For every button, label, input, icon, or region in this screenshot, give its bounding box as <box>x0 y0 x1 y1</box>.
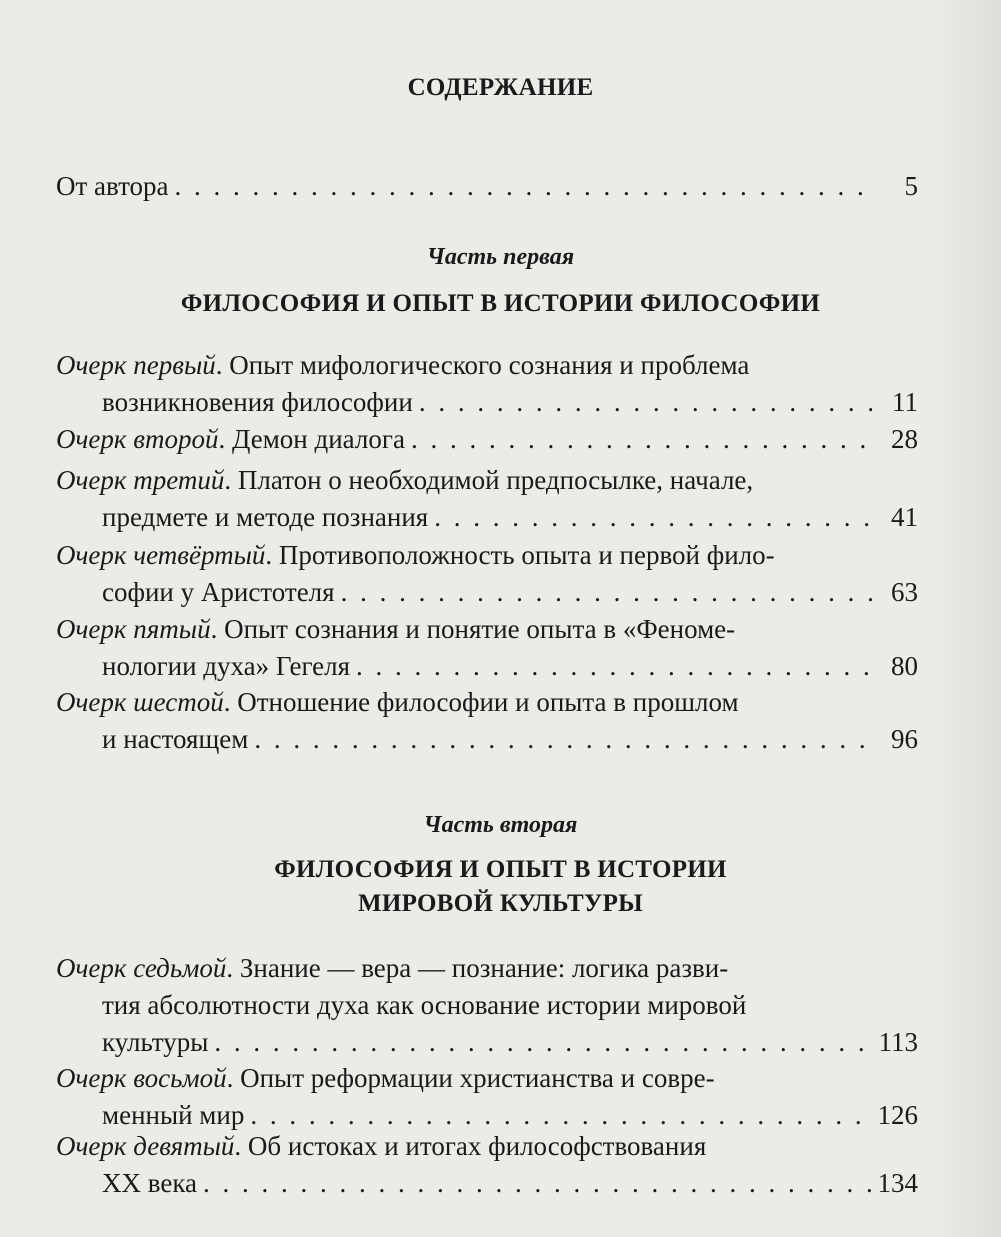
essay-label: Очерк первый <box>56 350 216 380</box>
leader-dots <box>175 168 872 205</box>
essay-title: . Отношение философии и опыта в прошлом <box>223 687 739 717</box>
essay-label: Очерк второй <box>56 424 219 454</box>
leader-dots <box>356 648 872 685</box>
toc-entry-5 <box>56 611 918 685</box>
essay-title: . Демон диалога <box>218 424 405 454</box>
essay-label: Очерк девятый <box>56 1131 235 1161</box>
leader-dots <box>214 1024 872 1061</box>
toc-entry-7 <box>56 950 918 1061</box>
leader-dots <box>419 384 872 421</box>
toc-entry-8 <box>56 1060 918 1134</box>
essay-label: Очерк четвёртый <box>56 540 266 570</box>
part1-label: Часть первая <box>426 244 575 270</box>
essay-title: . Опыт сознания и понятие опыта в «Феноме- <box>210 614 736 644</box>
essay-title-mid: тия абсолютности духа как основание истории мировой <box>102 990 747 1020</box>
part2-title-line1: ФИЛОСОФИЯ И ОПЫТ В ИСТОРИИ <box>274 856 727 883</box>
page-number: 28 <box>891 424 918 454</box>
essay-title: . Знание — вера — познание: логика разви- <box>226 953 729 983</box>
essay-label: Очерк восьмой <box>56 1063 227 1093</box>
leader-dots <box>411 421 872 458</box>
toc-entry-9 <box>56 1128 918 1202</box>
page-number: 113 <box>878 1027 918 1057</box>
toc-entry-preface <box>56 168 918 205</box>
page-number: 126 <box>877 1100 918 1130</box>
essay-title-cont: софии у Аристотеля <box>102 577 335 607</box>
essay-title-cont: нологии духа» Гегеля <box>102 651 351 681</box>
essay-title: . Опыт реформации христианства и совре- <box>226 1063 715 1093</box>
essay-title-cont: менный мир <box>102 1100 245 1130</box>
page-number: 80 <box>891 651 918 681</box>
essay-title: . Об истоках и итогах философствования <box>234 1131 707 1161</box>
toc-entry-2 <box>56 421 918 458</box>
page-number: 134 <box>877 1168 918 1198</box>
essay-label: Очерк третий <box>56 465 225 495</box>
essay-title-cont: предмете и методе познания <box>102 502 429 532</box>
page-number: 41 <box>891 502 918 532</box>
part2-label: Часть вторая <box>423 812 578 838</box>
essay-title-cont: XX века <box>102 1168 198 1198</box>
essay-title-cont: и настоящем <box>102 724 249 754</box>
page-edge-shadow <box>931 0 1001 1237</box>
contents-title: СОДЕРЖАНИЕ <box>407 74 594 101</box>
page-number: 63 <box>891 577 918 607</box>
part1-title: ФИЛОСОФИЯ И ОПЫТ В ИСТОРИИ ФИЛОСОФИИ <box>180 290 821 317</box>
essay-label: Очерк пятый <box>56 614 211 644</box>
toc-entry-6 <box>56 684 918 758</box>
page-number: 5 <box>904 171 918 201</box>
essay-title-cont: возникновения философии <box>102 387 413 417</box>
leader-dots <box>254 721 872 758</box>
leader-dots <box>341 574 872 611</box>
part2-title-line2: МИРОВОЙ КУЛЬТУРЫ <box>357 890 644 917</box>
toc-entry-4 <box>56 537 918 611</box>
leader-dots <box>434 499 872 536</box>
essay-label: Очерк шестой <box>56 687 224 717</box>
page-number: 96 <box>891 724 918 754</box>
essay-title: . Платон о необходимой предпосылке, начале, <box>224 465 754 495</box>
toc-entry-3 <box>56 462 918 536</box>
page-number: 11 <box>892 387 918 417</box>
essay-title: . Противоположность опыта и первой фило- <box>265 540 775 570</box>
essay-title-cont: культуры <box>102 1027 209 1057</box>
essay-label: Очерк седьмой <box>56 953 227 983</box>
leader-dots <box>203 1165 871 1202</box>
essay-title: . Опыт мифологического сознания и проблема <box>215 350 750 380</box>
toc-entry-1 <box>56 347 918 421</box>
entry-text: От автора <box>56 171 169 201</box>
